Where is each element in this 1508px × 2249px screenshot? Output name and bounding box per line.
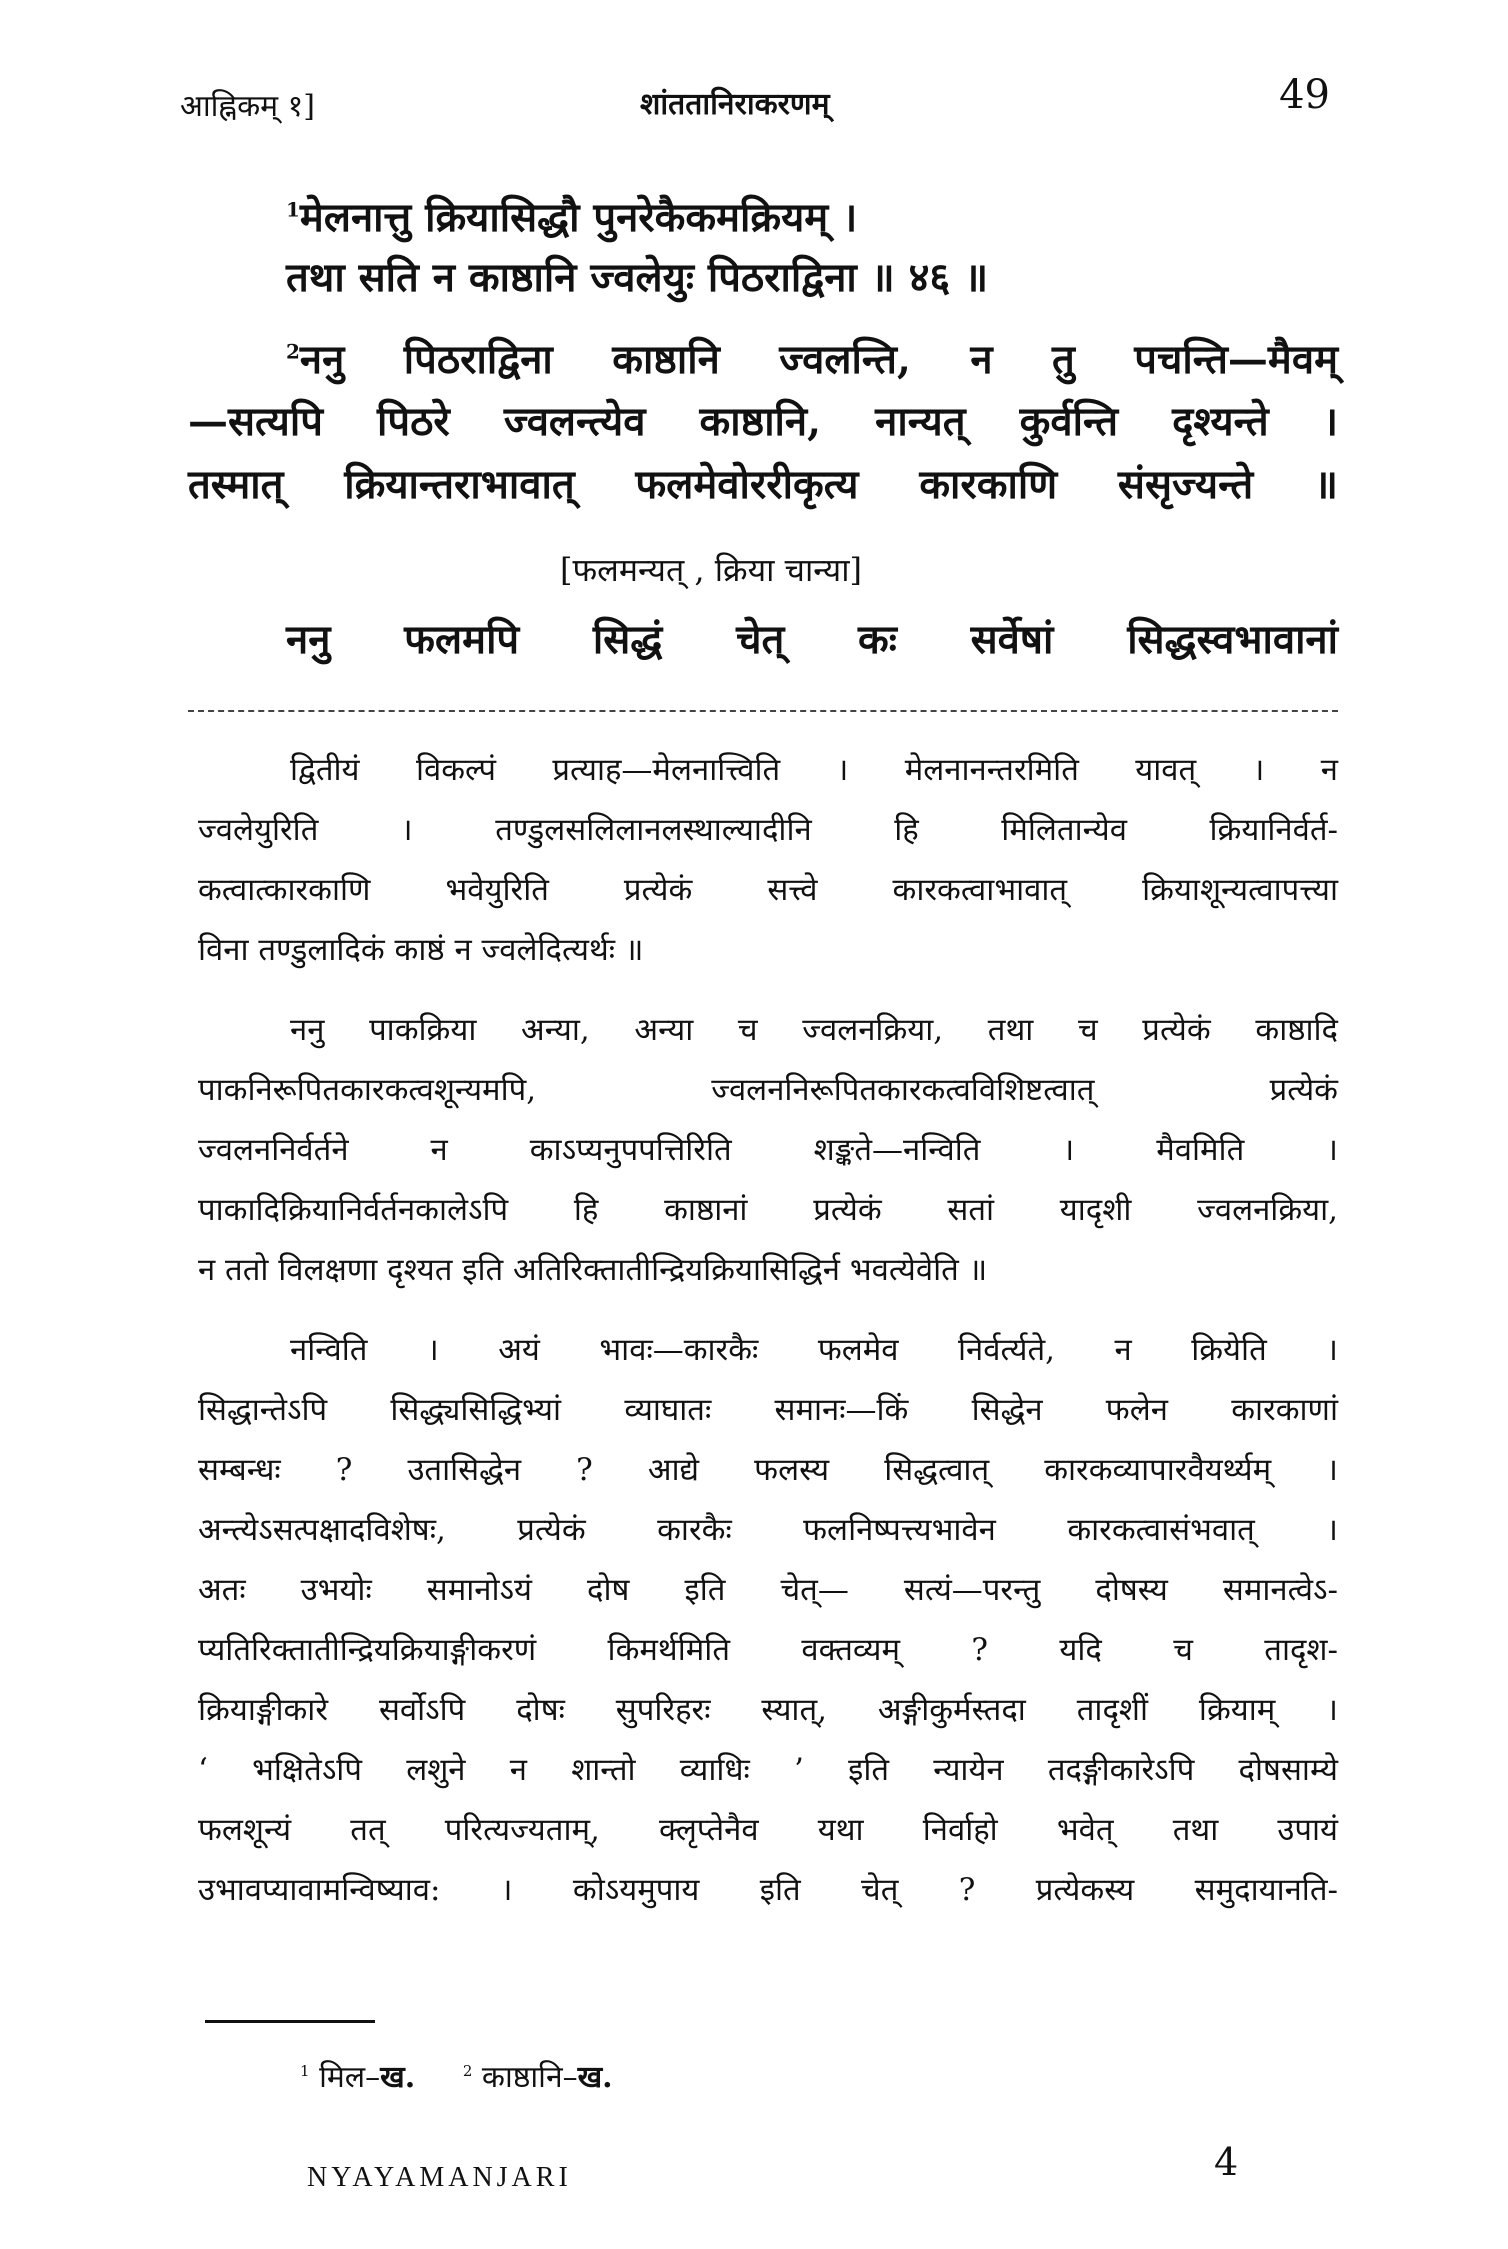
commentary-1-line-3: कत्वात्कारकाणि भवेयुरिति प्रत्येकं सत्त्वे कारकत्वाभावात् क्रियाशून्यत्वापत्त्या — [198, 872, 1338, 908]
commentary-3-line-5: अतः उभयोः समानोऽयं दोष इति चेत्— सत्यं—परन्तु दोषस्य समानत्वेऽ- — [198, 1572, 1338, 1608]
signature-text: NYAYAMANJARI — [307, 2162, 572, 2193]
commentary-2-line-4: पाकादिक्रियानिर्वर्तनकालेऽपि हि काष्ठानां प्रत्येकं सतां यादृशी ज्वलनक्रिया, — [198, 1192, 1338, 1228]
footnote-2-marker: 2 — [462, 2062, 473, 2080]
footnotes — [300, 2055, 613, 2096]
section-subheading: [फलमन्यत् , क्रिया चान्या] — [560, 551, 863, 589]
main-line-1: $^2$ननु पिठराद्विना काष्ठानि ज्वलन्ति, न तु पचन्ति—मैवम् — [286, 336, 1338, 383]
commentary-2-line-2: पाकनिरूपितकारकत्वशून्यमपि, ज्वलननिरूपितकारकत्वविशिष्टत्वात् प्रत्येकं — [198, 1072, 1338, 1108]
commentary-3-line-6: प्यतिरिक्तातीन्द्रियक्रियाङ्गीकरणं किमर्थमिति वक्तव्यम् ? यदि च तादृश- — [198, 1632, 1338, 1668]
header-title: शांततानिराकरणम् — [640, 87, 830, 122]
commentary-3-line-9: फलशून्यं तत् परित्यज्यताम्, क्लृप्तेनैव यथा निर्वाहो भवेत् तथा उपायं — [198, 1812, 1338, 1848]
footnote-marker-1: 1 — [286, 197, 300, 222]
commentary-3-line-2: सिद्धान्तेऽपि सिद्ध्यसिद्धिभ्यां व्याघातः समानः—किं सिद्धेन फलेन कारकाणां — [198, 1392, 1338, 1428]
commentary-3-line-10: उभावप्यावामन्विष्याव: । कोऽयमुपाय इति चेत् ? प्रत्येकस्य समुदायानति- — [198, 1872, 1338, 1908]
footnote-1-marker: 1 — [300, 2062, 310, 2080]
header-section-label: आह्निकम् १] — [180, 89, 315, 124]
footnote-rule — [205, 2020, 375, 2023]
page-number: 49 — [1279, 72, 1330, 118]
commentary-2-line-5: न ततो विलक्षणा दृश्यत इति अतिरिक्तातीन्द्रियक्रियासिद्धिर्न भवत्येवेति ॥ — [198, 1252, 988, 1288]
commentary-3-line-7: क्रियाङ्गीकारे सर्वोऽपि दोषः सुपरिहरः स्यात्, अङ्गीकुर्मस्तदा तादृशीं क्रियाम् । — [198, 1692, 1338, 1728]
commentary-1-line-2: ज्वलेयुरिति । तण्डुलसलिलानलस्थाल्यादीनि हि मिलितान्येव क्रियानिर्वर्त- — [198, 812, 1338, 848]
verse-line-1: $^1$मेलनात्तु क्रियासिद्धौ पुनरेकैकमक्रियम् । — [286, 194, 858, 241]
commentary-3-line-3: सम्बन्धः ? उतासिद्धेन ? आद्ये फलस्य सिद्धत्वात् कारकव्यापारवैयर्थ्यम् । — [198, 1452, 1338, 1488]
footnote-marker-2: 2 — [286, 339, 300, 364]
footnote-2-source: ख. — [577, 2060, 613, 2095]
main-line-3: तस्मात् क्रियान्तराभावात् फलमेवोररीकृत्य कारकाणि संसृज्यन्ते ॥ — [188, 461, 1338, 508]
commentary-2-line-3: ज्वलननिर्वर्तने न काऽप्यनुपपत्तिरिति शङ्कते—नन्विति । मैवमिति । — [198, 1132, 1338, 1168]
text-commentary-divider — [188, 710, 1338, 712]
footnote-2-text: काष्ठानि– — [481, 2060, 578, 2095]
verse-line-2: तथा सति न काष्ठानि ज्वलेयुः पिठराद्विना ॥ ४६ ॥ — [286, 254, 989, 301]
commentary-3-line-4: अन्त्येऽसत्पक्षादविशेषः, प्रत्येकं कारकैः फलनिष्पत्त्यभावेन कारकत्वासंभवात् । — [198, 1512, 1338, 1548]
main-line-2: —सत्यपि पिठरे ज्वलन्त्येव काष्ठानि, नान्यत् कुर्वन्ति दृश्यन्ते । — [188, 398, 1338, 445]
footnote-1-source: ख. — [380, 2060, 416, 2095]
main-continuation-line: ननु फलमपि सिद्धं चेत् कः सर्वेषां सिद्धस्वभावानां — [286, 616, 1338, 663]
commentary-2-line-1: ननु पाकक्रिया अन्या, अन्या च ज्वलनक्रिया, तथा च प्रत्येकं काष्ठादि — [290, 1012, 1338, 1048]
commentary-3-line-8: ‘ भक्षितेऽपि लशुने न शान्तो व्याधिः ’ इति न्यायेन तदङ्गीकारेऽपि दोषसाम्ये — [198, 1752, 1338, 1788]
footnote-1-text: मिल– — [319, 2060, 381, 2095]
running-header — [180, 72, 1330, 132]
commentary-3-line-1: नन्विति । अयं भावः—कारकैः फलमेव निर्वर्त्यते, न क्रियेति । — [290, 1332, 1338, 1368]
commentary-1-line-4: विना तण्डुलादिकं काष्ठं न ज्वलेदित्यर्थः ॥ — [198, 932, 644, 968]
signature-number: 4 — [1214, 2140, 1239, 2184]
commentary-1-line-1: द्वितीयं विकल्पं प्रत्याह—मेलनात्त्विति । मेलनानन्तरमिति यावत् । न — [290, 752, 1338, 788]
